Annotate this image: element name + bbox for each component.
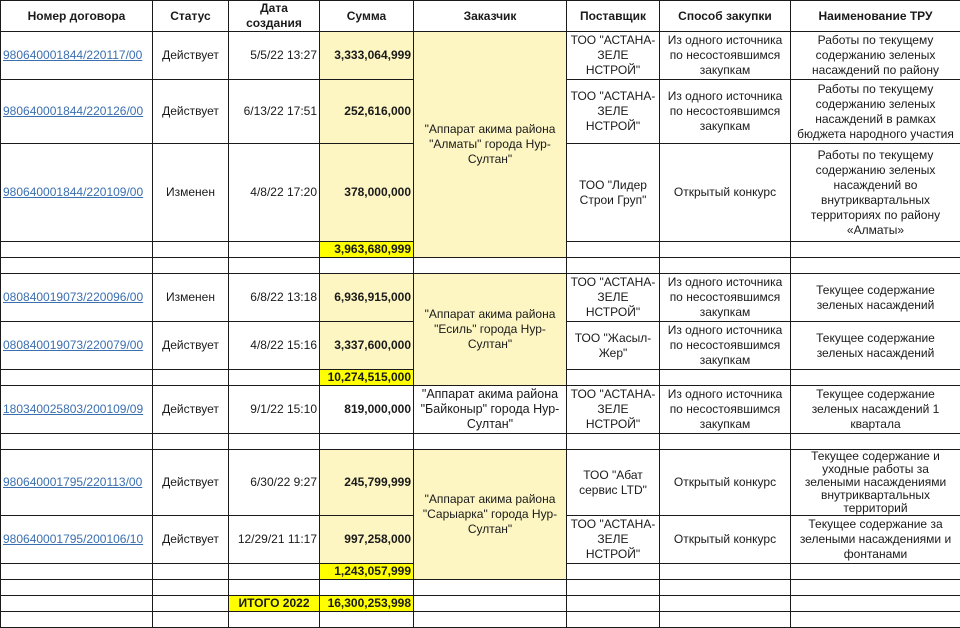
sum-cell: 3,333,064,999 (320, 32, 414, 80)
contract-number-cell (1, 274, 153, 322)
header-row (1, 1, 960, 32)
contract-number-cell (1, 144, 153, 242)
date-cell: 12/29/21 11:17 (229, 516, 320, 564)
item-name-cell: Текущее содержание за зелеными насаждениями и фонтанами (791, 516, 960, 564)
date-cell: 4/8/22 15:16 (229, 322, 320, 370)
supplier-cell: ТОО "АСТАНА-ЗЕЛЕ НСТРОЙ" (567, 386, 660, 434)
status-cell: Действует (153, 516, 229, 564)
status-cell: Изменен (153, 144, 229, 242)
date-cell: 6/8/22 13:18 (229, 274, 320, 322)
method-cell: Из одного источника по несостоявшимся закупкам (660, 386, 791, 434)
spacer-row (1, 612, 960, 628)
table-row (1, 386, 960, 434)
contract-number-cell (1, 80, 153, 144)
col-header-status: Статус (153, 1, 229, 32)
method-cell: Из одного источника по несостоявшимся закупкам (660, 32, 791, 80)
supplier-cell: ТОО "Лидер Строи Груп" (567, 144, 660, 242)
spacer-row (1, 580, 960, 596)
item-name-cell: Работы по текущему содержанию зеленых насаждений по району (791, 32, 960, 80)
date-cell: 6/30/22 9:27 (229, 450, 320, 516)
total-value: 16,300,253,998 (320, 596, 414, 612)
subtotal-cell: 3,963,680,999 (320, 242, 414, 258)
customer-cell: "Аппарат акима района "Алматы" города Нур-Султан" (414, 32, 567, 258)
col-header-supplier: Поставщик (567, 1, 660, 32)
status-cell: Действует (153, 450, 229, 516)
contract-link[interactable]: 080840019073/220079/00 (3, 338, 143, 352)
sum-cell: 997,258,000 (320, 516, 414, 564)
sum-cell: 245,799,999 (320, 450, 414, 516)
item-name-cell: Работы по текущему содержанию зеленых насаждений во внутриквартальных территориях по району «Алматы» (791, 144, 960, 242)
status-cell: Действует (153, 386, 229, 434)
col-header-sum: Сумма (320, 1, 414, 32)
contract-number-cell (1, 322, 153, 370)
method-cell: Открытый конкурс (660, 144, 791, 242)
contract-number-cell (1, 450, 153, 516)
spacer-row (1, 434, 960, 450)
status-cell: Действует (153, 32, 229, 80)
method-cell: Из одного источника по несостоявшимся закупкам (660, 322, 791, 370)
contract-link[interactable]: 080840019073/220096/00 (3, 290, 143, 304)
col-header-name: Наименование ТРУ (791, 1, 960, 32)
table-row (1, 450, 960, 516)
contract-number-cell (1, 32, 153, 80)
contract-link[interactable]: 980640001844/220126/00 (3, 104, 143, 118)
contract-link[interactable]: 980640001795/200106/10 (3, 532, 143, 546)
status-cell: Действует (153, 322, 229, 370)
table-row (1, 274, 960, 322)
sum-cell: 252,616,000 (320, 80, 414, 144)
method-cell: Из одного источника по несостоявшимся закупкам (660, 274, 791, 322)
col-header-date: Дата создания (229, 1, 320, 32)
total-row (1, 596, 960, 612)
contract-number-cell (1, 516, 153, 564)
supplier-cell: ТОО "АСТАНА-ЗЕЛЕ НСТРОЙ" (567, 80, 660, 144)
date-cell: 9/1/22 15:10 (229, 386, 320, 434)
item-name-cell: Текущее содержание и уходные работы за зелеными насаждениями внутриквартальных территорий (791, 450, 960, 516)
customer-cell: "Аппарат акима района "Байконыр" города Нур-Султан" (414, 386, 567, 434)
status-cell: Изменен (153, 274, 229, 322)
method-cell: Открытый конкурс (660, 450, 791, 516)
method-cell: Из одного источника по несостоявшимся закупкам (660, 80, 791, 144)
item-name-cell: Работы по текущему содержанию зеленых насаждений в рамках бюджета народного участия (791, 80, 960, 144)
subtotal-cell: 1,243,057,999 (320, 564, 414, 580)
col-header-number: Номер договора (1, 1, 153, 32)
item-name-cell: Текущее содержание зеленых насаждений (791, 322, 960, 370)
method-cell: Открытый конкурс (660, 516, 791, 564)
subtotal-cell: 10,274,515,000 (320, 370, 414, 386)
supplier-cell: ТОО "Абат сервис LTD" (567, 450, 660, 516)
sum-cell: 6,936,915,000 (320, 274, 414, 322)
status-cell: Действует (153, 80, 229, 144)
contract-link[interactable]: 180340025803/200109/09 (3, 402, 143, 416)
date-cell: 6/13/22 17:51 (229, 80, 320, 144)
contract-link[interactable]: 980640001844/220109/00 (3, 185, 143, 199)
customer-cell: "Аппарат акима района "Есиль" города Нур-Султан" (414, 274, 567, 386)
item-name-cell: Текущее содержание зеленых насаждений 1 квартала (791, 386, 960, 434)
contract-link[interactable]: 980640001795/220113/00 (3, 475, 142, 489)
contract-link[interactable]: 980640001844/220117/00 (3, 48, 142, 62)
date-cell: 5/5/22 13:27 (229, 32, 320, 80)
total-label: ИТОГО 2022 (229, 596, 320, 612)
customer-cell: "Аппарат акима района "Сарыарка" города Нур-Султан" (414, 450, 567, 580)
sum-cell: 3,337,600,000 (320, 322, 414, 370)
supplier-cell: ТОО "АСТАНА-ЗЕЛЕ НСТРОЙ" (567, 274, 660, 322)
item-name-cell: Текущее содержание зеленых насаждений (791, 274, 960, 322)
contract-number-cell (1, 386, 153, 434)
sum-cell: 819,000,000 (320, 386, 414, 434)
sum-cell: 378,000,000 (320, 144, 414, 242)
table-row (1, 32, 960, 80)
supplier-cell: ТОО "АСТАНА-ЗЕЛЕ НСТРОЙ" (567, 516, 660, 564)
date-cell: 4/8/22 17:20 (229, 144, 320, 242)
supplier-cell: ТОО "АСТАНА-ЗЕЛЕ НСТРОЙ" (567, 32, 660, 80)
spacer-row (1, 258, 960, 274)
col-header-customer: Заказчик (414, 1, 567, 32)
col-header-method: Способ закупки (660, 1, 791, 32)
supplier-cell: ТОО "Жасыл-Жер" (567, 322, 660, 370)
